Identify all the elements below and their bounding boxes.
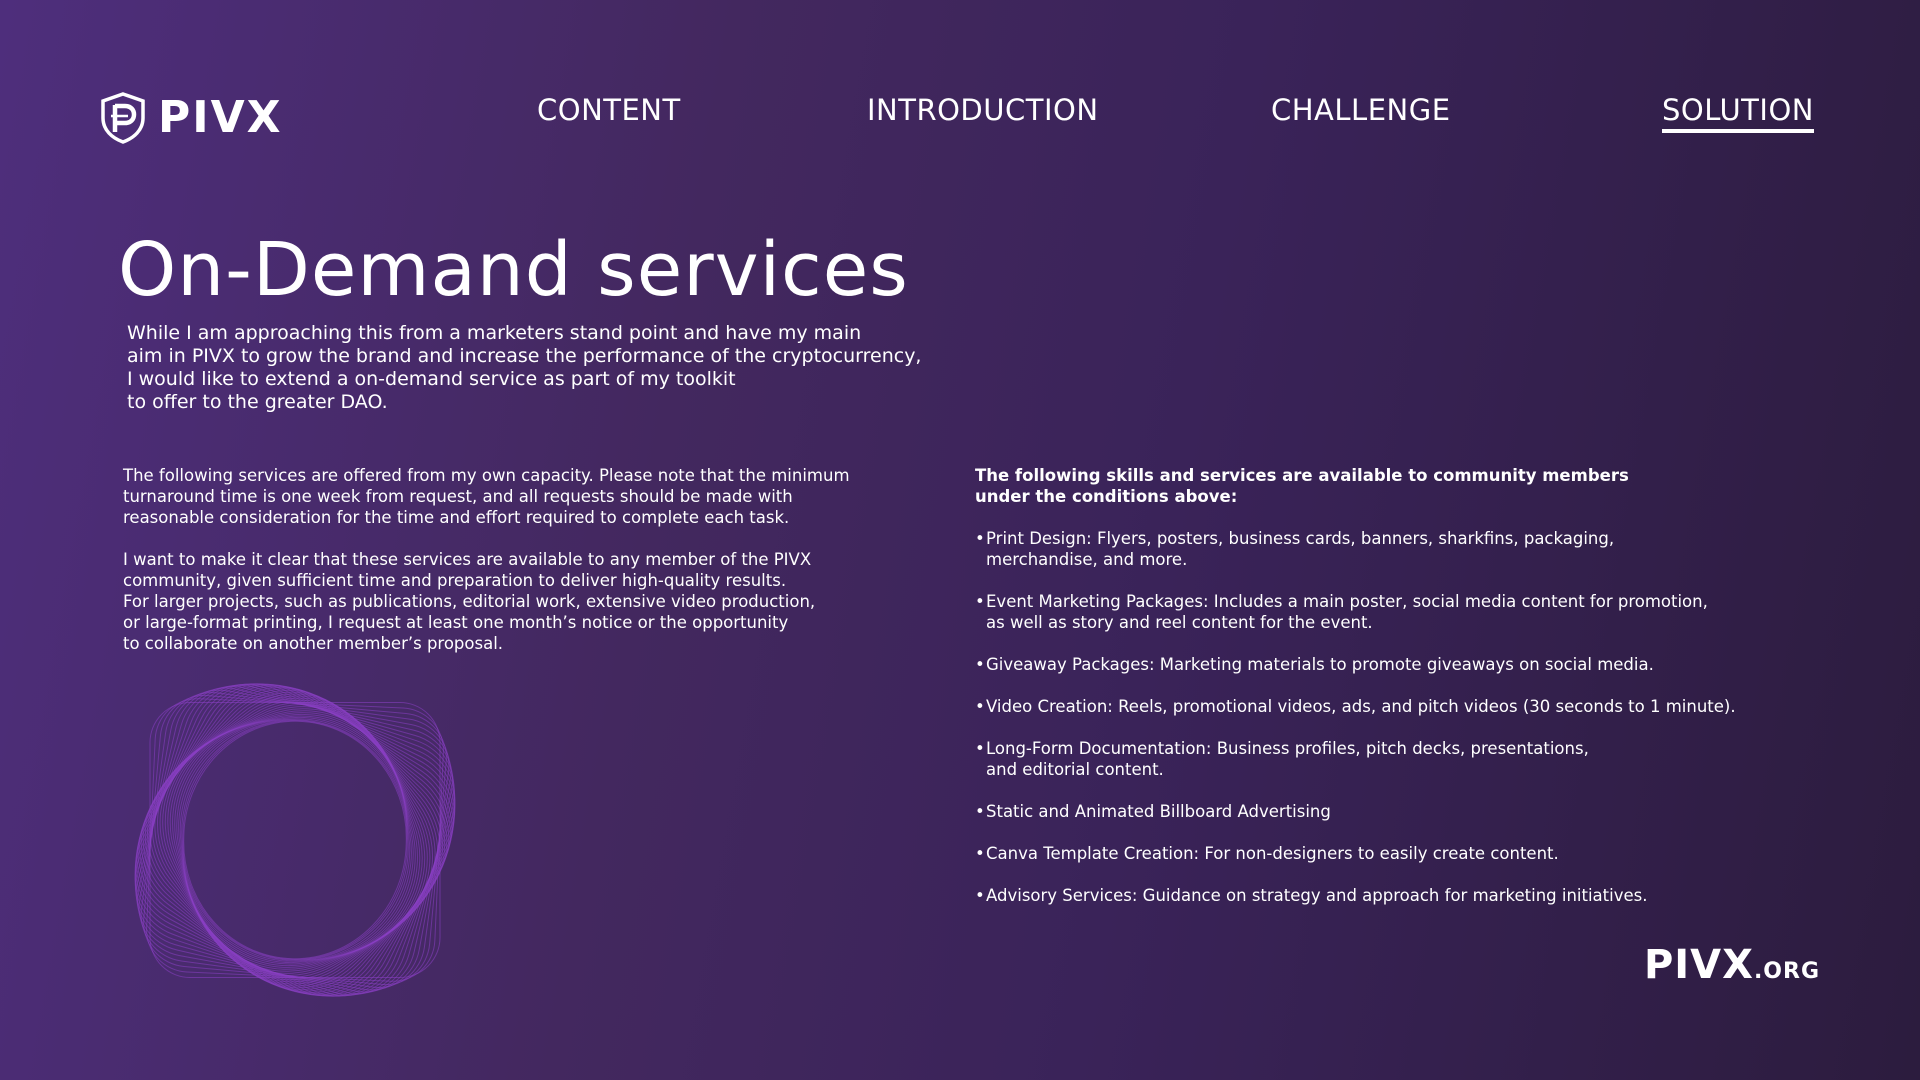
nav-introduction[interactable]: INTRODUCTION (867, 93, 1099, 127)
services-list (975, 528, 1835, 906)
service-item: •Event Marketing Packages: Includes a main poster, social media content for promotion, as well as story and reel content for the event. (975, 592, 1708, 632)
spiral-ring (150, 703, 440, 978)
logo-text: PIVX (158, 92, 283, 143)
nav-challenge[interactable]: CHALLENGE (1271, 93, 1451, 127)
service-item: •Giveaway Packages: Marketing materials to promote giveaways on social media. (975, 655, 1654, 674)
service-item: •Static and Animated Billboard Advertising (975, 802, 1331, 821)
nav-solution[interactable]: SOLUTION (1662, 92, 1814, 133)
footer-brand-main: PIVX (1643, 942, 1754, 988)
bullet-icon: • (975, 655, 985, 674)
bullet-icon: • (975, 844, 985, 863)
intro-paragraph: While I am approaching this from a marketers stand point and have my main aim in PIVX to grow the brand and increase the performance of the cryptocurrency, I would like to extend a on-demand service as part of my toolkit to offer to the greater DAO. (127, 322, 922, 413)
spiral-ring (147, 687, 443, 993)
spiral-ring (124, 674, 466, 1006)
services-heading: The following skills and services are available to community members under the conditions above: (975, 466, 1629, 506)
nav-content[interactable]: CONTENT (537, 93, 681, 127)
bullet-icon: • (975, 739, 985, 758)
right-column (975, 465, 1835, 927)
service-item: •Advisory Services: Guidance on strategy and approach for marketing initiatives. (975, 886, 1648, 905)
availability-paragraph: I want to make it clear that these services are available to any member of the PIVX community, given sufficient time and preparation to deliver high-quality results. For larger projects, such as publications, editorial work, extensive video production, or large-format printing, I request at least one month’s notice or the opportunity to collaborate on another member’s proposal. (123, 550, 816, 653)
pivx-shield-icon (100, 92, 146, 144)
bullet-icon: • (975, 529, 985, 548)
bullet-icon: • (975, 592, 985, 611)
service-item: •Long-Form Documentation: Business profiles, pitch decks, presentations, and editorial content. (975, 739, 1589, 779)
footer-brand-suffix: .ORG (1753, 959, 1820, 984)
spiral-ring (152, 692, 438, 989)
footer-brand[interactable] (1644, 942, 1820, 988)
pivx-logo[interactable] (100, 92, 283, 144)
spiral-ring (168, 706, 422, 973)
service-item: •Video Creation: Reels, promotional videos, ads, and pitch videos (30 seconds to 1 minute). (975, 697, 1736, 716)
bullet-icon: • (975, 886, 985, 905)
spiral-ring (182, 719, 409, 960)
terms-paragraph: The following services are offered from my own capacity. Please note that the minimum turnaround time is one week from request, and all requests should be made with reasonable consideration for the time and effort required to complete each task. (123, 466, 850, 527)
spiral-graphic (110, 670, 510, 1020)
service-item: •Canva Template Creation: For non-designers to easily create content. (975, 844, 1559, 863)
page-title: On-Demand services (118, 227, 909, 313)
left-column (123, 465, 953, 675)
service-item: •Print Design: Flyers, posters, business cards, banners, sharkfins, packaging, merchandise, and more. (975, 529, 1615, 569)
bullet-icon: • (975, 697, 985, 716)
bullet-icon: • (975, 802, 985, 821)
